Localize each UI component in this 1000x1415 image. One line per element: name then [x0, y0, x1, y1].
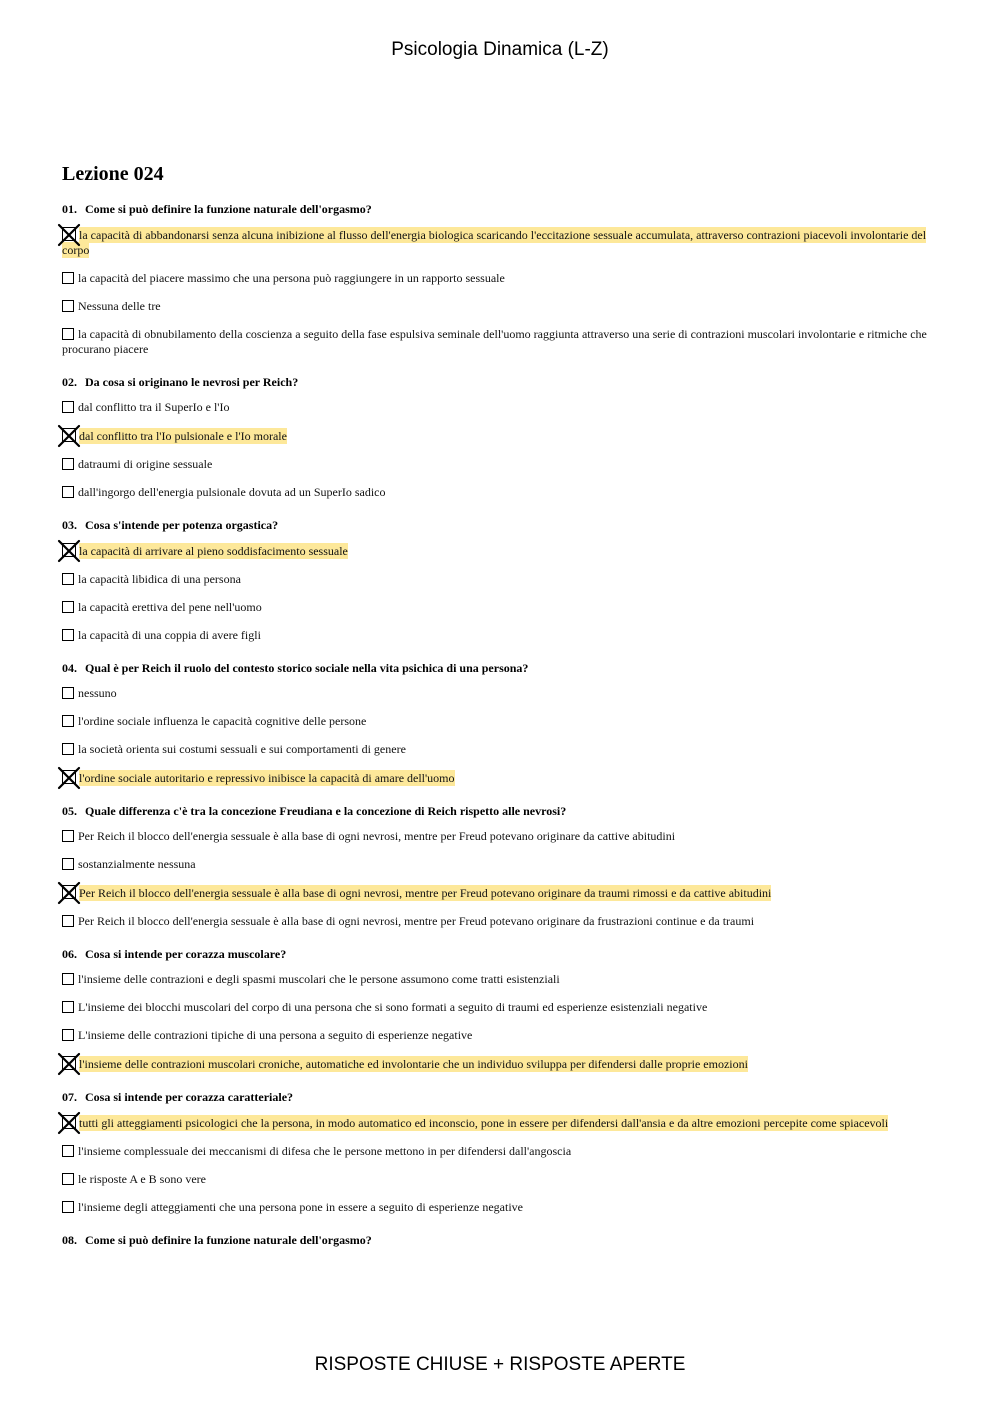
checked-checkbox[interactable]: [62, 543, 76, 557]
cross-mark-icon: [58, 1112, 80, 1134]
lesson-content: [62, 160, 942, 1265]
cross-mark-icon: [58, 425, 80, 447]
answer-text: Per Reich il blocco dell'energia sessuale è alla base di ogni nevrosi, mentre per Freud potevano originare da cattive abitudini: [78, 829, 676, 843]
checked-checkbox[interactable]: [62, 885, 76, 899]
checkbox[interactable]: [62, 1029, 74, 1041]
answer-option-correct: [62, 543, 942, 559]
answer-option: [62, 857, 942, 872]
question-heading: [62, 201, 942, 217]
answer-text: la capacità di obnubilamento della coscienza a seguito della fase espulsiva seminale dell'uomo raggiunta attraverso una serie di contrazioni muscolari involontarie e ritmiche che procurano piacere: [62, 327, 927, 356]
answer-text: la capacità del piacere massimo che una persona può raggiungere in un rapporto sessuale: [78, 271, 505, 285]
checkbox[interactable]: [62, 300, 74, 312]
answer-option: [62, 600, 942, 615]
checkbox[interactable]: [62, 973, 74, 985]
answer-text: L'insieme dei blocchi muscolari del corpo di una persona che si sono formati a seguito di traumi ed esperienze esistenziali negative: [78, 1000, 708, 1014]
question-heading: [62, 946, 942, 962]
answer-text: l'ordine sociale influenza le capacità cognitive delle persone: [78, 714, 367, 728]
question-text: Qual è per Reich il ruolo del contesto storico sociale nella vita psichica di una persona?: [85, 661, 529, 675]
answer-text: L'insieme delle contrazioni tipiche di una persona a seguito di esperienze negative: [78, 1028, 473, 1042]
answer-option: [62, 1144, 942, 1159]
question-text: Quale differenza c'è tra la concezione Freudiana e la concezione di Reich rispetto alle nevrosi?: [85, 804, 567, 818]
answer-text: l'ordine sociale autoritario e repressivo inibisce la capacità di amare dell'uomo: [79, 771, 455, 785]
answer-text: la società orienta sui costumi sessuali e sui comportamenti di genere: [78, 742, 406, 756]
question-heading: [62, 1232, 942, 1248]
checkbox[interactable]: [62, 687, 74, 699]
answer-text: la capacità di una coppia di avere figli: [78, 628, 261, 642]
answer-text: la capacità di arrivare al pieno soddisfacimento sessuale: [79, 544, 348, 558]
answer-text: l'insieme complessuale dei meccanismi di difesa che le persone mettono in per difendersi dall'angoscia: [78, 1144, 572, 1158]
question-item: [62, 946, 942, 1072]
question-number: 02.: [62, 375, 77, 389]
checkbox[interactable]: [62, 1001, 74, 1013]
checkbox[interactable]: [62, 629, 74, 641]
answer-text: Nessuna delle tre: [78, 299, 161, 313]
answer-text: datraumi di origine sessuale: [78, 457, 213, 471]
question-heading: [62, 517, 942, 533]
question-text: Cosa si intende per corazza caratteriale?: [85, 1090, 294, 1104]
answer-option: [62, 271, 942, 286]
question-item: [62, 1232, 942, 1248]
answer-text: dall'ingorgo dell'energia pulsionale dovuta ad un SuperIo sadico: [78, 485, 386, 499]
cross-mark-icon: [58, 1053, 80, 1075]
question-number: 01.: [62, 202, 77, 216]
cross-mark-icon: [58, 882, 80, 904]
question-text: Come si può definire la funzione naturale dell'orgasmo?: [85, 1233, 372, 1247]
question-heading: [62, 1089, 942, 1105]
answer-option-correct: [62, 1056, 942, 1072]
question-heading: [62, 803, 942, 819]
checkbox[interactable]: [62, 486, 74, 498]
question-number: 03.: [62, 518, 77, 532]
answer-option: [62, 714, 942, 729]
page-footer: RISPOSTE CHIUSE + RISPOSTE APERTE: [314, 1354, 686, 1375]
answer-option: [62, 1028, 942, 1043]
answer-text: Per Reich il blocco dell'energia sessuale è alla base di ogni nevrosi, mentre per Freud potevano originare da traumi rimossi e da cattive abitudini: [79, 886, 772, 900]
answer-text: sostanzialmente nessuna: [78, 857, 196, 871]
question-text: Come si può definire la funzione naturale dell'orgasmo?: [85, 202, 372, 216]
checkbox[interactable]: [62, 328, 74, 340]
checkbox[interactable]: [62, 715, 74, 727]
question-number: 06.: [62, 947, 77, 961]
checkbox[interactable]: [62, 915, 74, 927]
checked-checkbox[interactable]: [62, 227, 76, 241]
question-item: [62, 374, 942, 500]
checkbox[interactable]: [62, 458, 74, 470]
answer-text: dal conflitto tra il SuperIo e l'Io: [78, 400, 230, 414]
answer-option: [62, 742, 942, 757]
checkbox[interactable]: [62, 573, 74, 585]
answer-option: [62, 628, 942, 643]
answer-option-correct: [62, 770, 942, 786]
answer-option: [62, 1172, 942, 1187]
question-item: [62, 660, 942, 786]
checked-checkbox[interactable]: [62, 1115, 76, 1129]
question-text: Da cosa si originano le nevrosi per Reich?: [85, 375, 299, 389]
question-text: Cosa s'intende per potenza orgastica?: [85, 518, 279, 532]
checkbox[interactable]: [62, 830, 74, 842]
checkbox[interactable]: [62, 1145, 74, 1157]
answer-option-correct: [62, 428, 942, 444]
answer-text: la capacità di abbandonarsi senza alcuna inibizione al flusso dell'energia biologica scaricando l'eccitazione sessuale accumulata, attraverso contrazioni piacevoli involontarie del corpo: [62, 228, 927, 257]
answer-option-correct: [62, 885, 942, 901]
answer-option-correct: [62, 227, 942, 258]
answer-option: [62, 686, 942, 701]
page-header: Psicologia Dinamica (L-Z): [391, 39, 609, 60]
answer-text: l'insieme delle contrazioni e degli spasmi muscolari che le persone assumono come tratti esistenziali: [78, 972, 560, 986]
answer-text: la capacità erettiva del pene nell'uomo: [78, 600, 262, 614]
answer-text: le risposte A e B sono vere: [78, 1172, 206, 1186]
checkbox[interactable]: [62, 272, 74, 284]
checkbox[interactable]: [62, 601, 74, 613]
checkbox[interactable]: [62, 1201, 74, 1213]
cross-mark-icon: [58, 224, 80, 246]
question-item: [62, 517, 942, 643]
question-number: 07.: [62, 1090, 77, 1104]
answer-text: l'insieme degli atteggiamenti che una persona pone in essere a seguito di esperienze negative: [78, 1200, 523, 1214]
question-item: [62, 803, 942, 929]
question-item: [62, 201, 942, 357]
answer-option: [62, 972, 942, 987]
answer-option: [62, 1000, 942, 1015]
answer-option: [62, 327, 942, 357]
answer-text: nessuno: [78, 686, 117, 700]
answer-text: dal conflitto tra l'Io pulsionale e l'Io morale: [79, 429, 287, 443]
answer-option: [62, 572, 942, 587]
question-item: [62, 1089, 942, 1215]
answer-option: [62, 457, 942, 472]
question-heading: [62, 374, 942, 390]
checked-checkbox[interactable]: [62, 1056, 76, 1070]
question-text: Cosa si intende per corazza muscolare?: [85, 947, 287, 961]
answer-option: [62, 1200, 942, 1215]
checked-checkbox[interactable]: [62, 428, 76, 442]
answer-option-correct: [62, 1115, 942, 1131]
cross-mark-icon: [58, 767, 80, 789]
answer-text: tutti gli atteggiamenti psicologici che la persona, in modo automatico ed inconscio, pone in essere per difendersi dall'ansia e da altre emozioni percepite come spiacevoli: [79, 1116, 889, 1130]
checked-checkbox[interactable]: [62, 770, 76, 784]
checkbox[interactable]: [62, 858, 74, 870]
question-number: 04.: [62, 661, 77, 675]
question-heading: [62, 660, 942, 676]
answer-option: [62, 485, 942, 500]
checkbox[interactable]: [62, 743, 74, 755]
answer-option: [62, 914, 942, 929]
answer-option: [62, 400, 942, 415]
lesson-title: Lezione 024: [62, 163, 164, 185]
checkbox[interactable]: [62, 401, 74, 413]
answer-text: la capacità libidica di una persona: [78, 572, 241, 586]
answer-option: [62, 829, 942, 844]
answer-text: Per Reich il blocco dell'energia sessuale è alla base di ogni nevrosi, mentre per Freud potevano originare da frustrazioni continue e da traumi: [78, 914, 755, 928]
cross-mark-icon: [58, 540, 80, 562]
checkbox[interactable]: [62, 1173, 74, 1185]
answer-option: [62, 299, 942, 314]
question-number: 08.: [62, 1233, 77, 1247]
answer-text: l'insieme delle contrazioni muscolari croniche, automatiche ed involontarie che un individuo sviluppa per difendersi dalle proprie emozioni: [79, 1057, 748, 1071]
question-list: [62, 201, 942, 1248]
question-number: 05.: [62, 804, 77, 818]
